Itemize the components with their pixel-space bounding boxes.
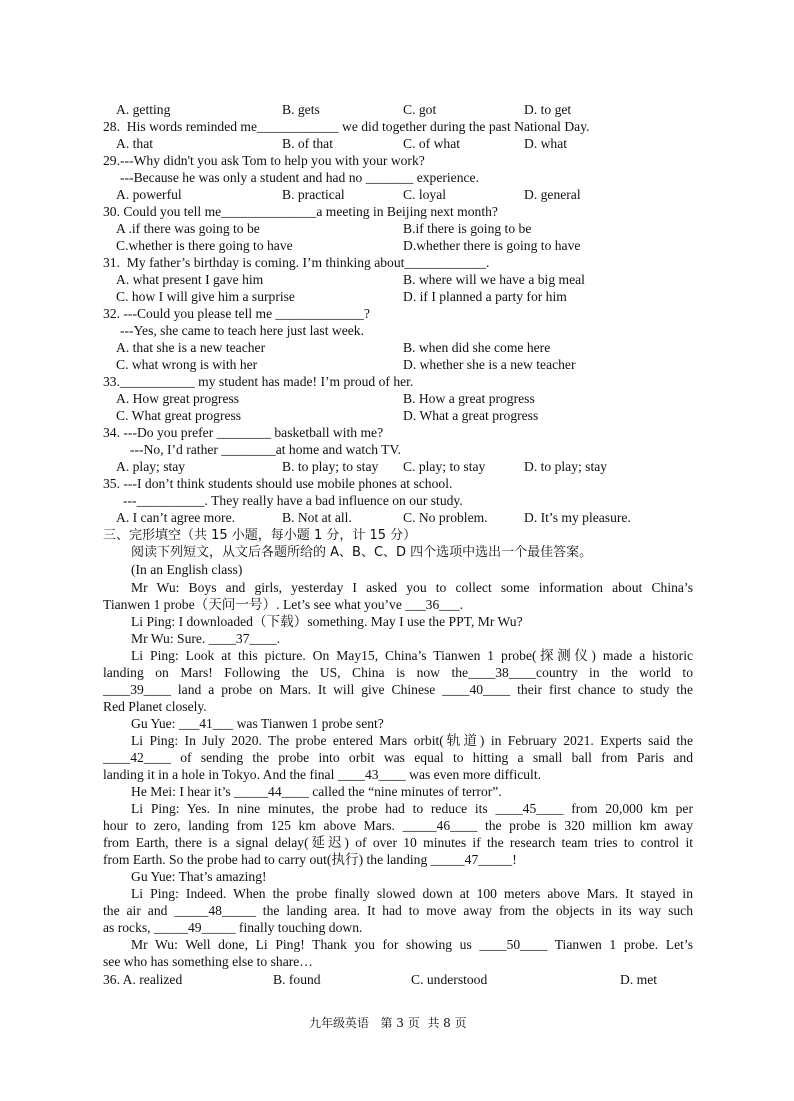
q33-option-a: A. How great progress	[116, 391, 240, 406]
q28-option-b: B. of that	[282, 136, 333, 151]
q35-option-b: B. Not at all.	[282, 510, 352, 525]
passage-line: from Earth, there is a signal delay(延迟) of over 10 minutes if the research team tries to control it	[103, 835, 693, 850]
q30-option-a: A .if there was going to be	[116, 221, 260, 236]
passage-line: Mr Wu: Sure. ____37____.	[131, 631, 281, 646]
q29-reply: ---Because he was only a student and had no _______ experience.	[120, 170, 479, 185]
q27-option-b: B. gets	[282, 102, 320, 117]
q27-option-d: D. to get	[524, 102, 572, 117]
q31-stem: 31. My father’s birthday is coming. I’m thinking about____________.	[103, 255, 490, 270]
passage-line: the air and _____48_____ the landing area. It had to move away from the objects in its way such	[103, 903, 693, 918]
q33-option-d: D. What a great progress	[403, 408, 539, 423]
passage-line: see who has something else to share…	[103, 954, 313, 969]
q33-option-b: B. How a great progress	[403, 391, 535, 406]
q32-stem: 32. ---Could you please tell me _____________?	[103, 306, 370, 321]
q28-option-d: D. what	[524, 136, 568, 151]
passage-line: Li Ping: Yes. In nine minutes, the probe had to reduce its ____45____ from 20,000 km per	[131, 801, 693, 816]
q29-option-d: D. general	[524, 187, 581, 202]
passage-line: Li Ping: Indeed. When the probe finally slowed down at 100 meters above Mars. It stayed in	[131, 886, 693, 901]
q28-option-a: A. that	[116, 136, 153, 151]
q35-reply: ---__________. They really have a bad influence on our study.	[123, 493, 463, 508]
q30-option-c: C.whether is there going to have	[116, 238, 293, 253]
q33-option-c: C. What great progress	[116, 408, 242, 423]
q30-stem: 30. Could you tell me______________a meeting in Beijing next month?	[103, 204, 498, 219]
passage-line: from Earth. So the probe had to carry out(执行) the landing _____47_____!	[103, 852, 517, 867]
q34-option-c: C. play; to stay	[403, 459, 486, 474]
page-footer: 九年级英语 第 3 页 共 8 页	[309, 1016, 467, 1030]
q35-option-a: A. I can’t agree more.	[116, 510, 236, 525]
q35-stem: 35. ---I don’t think students should use mobile phones at school.	[103, 476, 453, 491]
q34-stem: 34. ---Do you prefer ________ basketball with me?	[103, 425, 384, 440]
passage-line: Red Planet closely.	[103, 699, 207, 714]
q32-option-a: A. that she is a new teacher	[116, 340, 266, 355]
q32-option-d: D. whether she is a new teacher	[403, 357, 576, 372]
passage-line: Li Ping: I downloaded（下载）something. May I use the PPT, Mr Wu?	[131, 614, 523, 629]
passage-line: Li Ping: In July 2020. The probe entered Mars orbit(轨道) in February 2021. Experts said the	[131, 733, 693, 748]
q31-option-c: C. how I will give him a surprise	[116, 289, 295, 304]
passage-line: Mr Wu: Boys and girls, yesterday I asked you to collect some information about China’s	[131, 580, 693, 595]
passage-line: Tianwen 1 probe（天问一号）. Let’s see what you’ve ___36___.	[103, 597, 464, 612]
passage-line: ____39____ land a probe on Mars. It will give Chinese ____40____ their first chance to study the	[103, 682, 693, 697]
q36-option-c: C. understood	[411, 972, 488, 987]
q32-reply: ---Yes, she came to teach here just last week.	[120, 323, 364, 338]
q34-option-a: A. play; stay	[116, 459, 186, 474]
passage-line: Gu Yue: That’s amazing!	[131, 869, 267, 884]
passage-line: landing on Mars! Following the US, China is now the____38____country in the world to	[103, 665, 693, 680]
q33-stem: 33.___________ my student has made! I’m proud of her.	[103, 374, 414, 389]
q34-option-d: D. to play; stay	[524, 459, 608, 474]
section-heading: 三、完形填空（共 15 小题，每小题 1 分，计 15 分）	[103, 528, 417, 543]
q34-option-b: B. to play; to stay	[282, 459, 379, 474]
passage-line: as rocks, _____49_____ finally touching down.	[103, 920, 363, 935]
q28-stem: 28. His words reminded me____________ we did together during the past National Day.	[103, 119, 590, 134]
passage-line: He Mei: I hear it’s _____44____ called the “nine minutes of terror”.	[131, 784, 502, 799]
passage-context: (In an English class)	[131, 562, 243, 577]
q30-option-b: B.if there is going to be	[403, 221, 532, 236]
passage-line: landing it in a hole in Tokyo. And the final ____43____ was even more difficult.	[103, 767, 542, 782]
q29-option-a: A. powerful	[116, 187, 182, 202]
passage-line: Mr Wu: Well done, Li Ping! Thank you for showing us ____50____ Tianwen 1 probe. Let’s	[131, 937, 693, 952]
q36-option-d: D. met	[620, 972, 657, 987]
q27-option-c: C. got	[403, 102, 437, 117]
q35-option-d: D. It’s my pleasure.	[524, 510, 631, 525]
q32-option-b: B. when did she come here	[403, 340, 551, 355]
passage-line: Gu Yue: ___41___ was Tianwen 1 probe sent?	[131, 716, 384, 731]
q29-stem: 29.---Why didn't you ask Tom to help you with your work?	[103, 153, 425, 168]
q31-option-b: B. where will we have a big meal	[403, 272, 585, 287]
passage-line: Li Ping: Look at this picture. On May15, China’s Tianwen 1 probe(探测仪) made a historic	[131, 648, 693, 663]
q35-option-c: C. No problem.	[403, 510, 488, 525]
q29-option-c: C. loyal	[403, 187, 447, 202]
q29-option-b: B. practical	[282, 187, 345, 202]
q31-option-a: A. what present I gave him	[116, 272, 264, 287]
q36-option-b: B. found	[273, 972, 321, 987]
q32-option-c: C. what wrong is with her	[116, 357, 258, 372]
q28-option-c: C. of what	[403, 136, 461, 151]
section-instruction: 阅读下列短文，从文后各题所给的 A、B、C、D 四个选项中选出一个最佳答案。	[131, 545, 593, 560]
passage-line: hour to zero, landing from 125 km above Mars. _____46____ the probe is 320 million km away	[103, 818, 693, 833]
passage-line: ____42____ of sending the probe into orbit was equal to hitting a small ball from Paris and	[103, 750, 693, 765]
q30-option-d: D.whether there is going to have	[403, 238, 581, 253]
q27-option-a: A. getting	[116, 102, 171, 117]
q31-option-d: D. if I planned a party for him	[403, 289, 567, 304]
q36-option-a: 36. A. realized	[103, 972, 183, 987]
q34-reply: ---No, I’d rather ________at home and watch TV.	[130, 442, 401, 457]
